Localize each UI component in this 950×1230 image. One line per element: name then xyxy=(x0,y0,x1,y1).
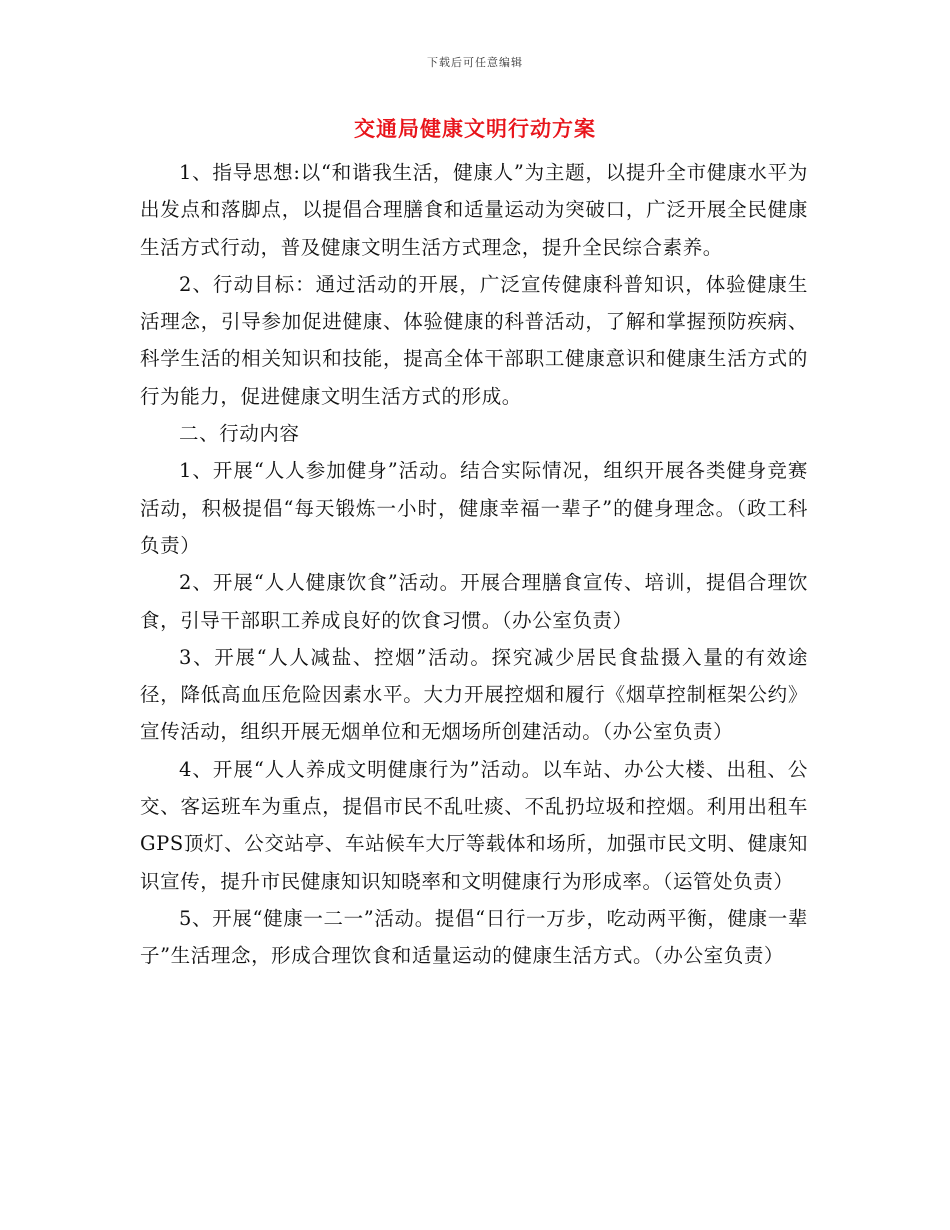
paragraph-salt-tobacco-activity: 3、开展“人人减盐、控烟”活动。探究减少居民食盐摄入量的有效途径，降低高血压危险因素水平。大力开展控烟和履行《烟草控制框架公约》宣传活动，组织开展无烟单位和无烟场所创建活动。（办公室负责） xyxy=(140,645,808,744)
paragraph-action-goal: 2、行动目标：通过活动的开展，广泛宣传健康科普知识，体验健康生活理念，引导参加促进健康、体验健康的科普活动，了解和掌握预防疾病、科学生活的相关知识和技能，提高全体干部职工健康意识和健康生活方式的行为能力，促进健康文明生活方式的形成。 xyxy=(140,272,808,408)
header-note: 下载后可任意编辑 xyxy=(427,56,523,69)
paragraph-guiding-idea: 1、指导思想:以“和谐我生活，健康人”为主题，以提升全市健康水平为出发点和落脚点，以提倡合理膳食和适量运动为突破口，广泛开展全民健康生活方式行动，普及健康文明生活方式理念，提升全民综合素养。 xyxy=(140,161,808,259)
section-heading-action-content: 二、行动内容 xyxy=(179,422,300,446)
document-title: 交通局健康文明行动方案 xyxy=(354,116,596,141)
paragraph-civilized-behavior-activity: 4、开展“人人养成文明健康行为”活动。以车站、办公大楼、出租、公交、客运班车为重点，提倡市民不乱吐痰、不乱扔垃圾和控烟。利用出租车GPS顶灯、公交站亭、车站候车大厅等载体和场所，加强市民文明、健康知识宣传，提升市民健康知识知晓率和文明健康行为形成率。（运管处负责） xyxy=(140,757,808,893)
document-body xyxy=(140,154,808,975)
paragraph-121-activity: 5、开展“健康一二一”活动。提倡“日行一万步，吃动两平衡，健康一辈子”生活理念，形成合理饮食和适量运动的健康生活方式。（办公室负责） xyxy=(140,906,808,968)
paragraph-fitness-activity: 1、开展“人人参加健身”活动。结合实际情况，组织开展各类健身竞赛活动，积极提倡“每天锻炼一小时，健康幸福一辈子”的健身理念。（政工科负责） xyxy=(140,459,808,557)
paragraph-healthy-diet-activity: 2、开展“人人健康饮食”活动。开展合理膳食宣传、培训，提倡合理饮食，引导干部职工养成良好的饮食习惯。（办公室负责） xyxy=(140,571,808,632)
